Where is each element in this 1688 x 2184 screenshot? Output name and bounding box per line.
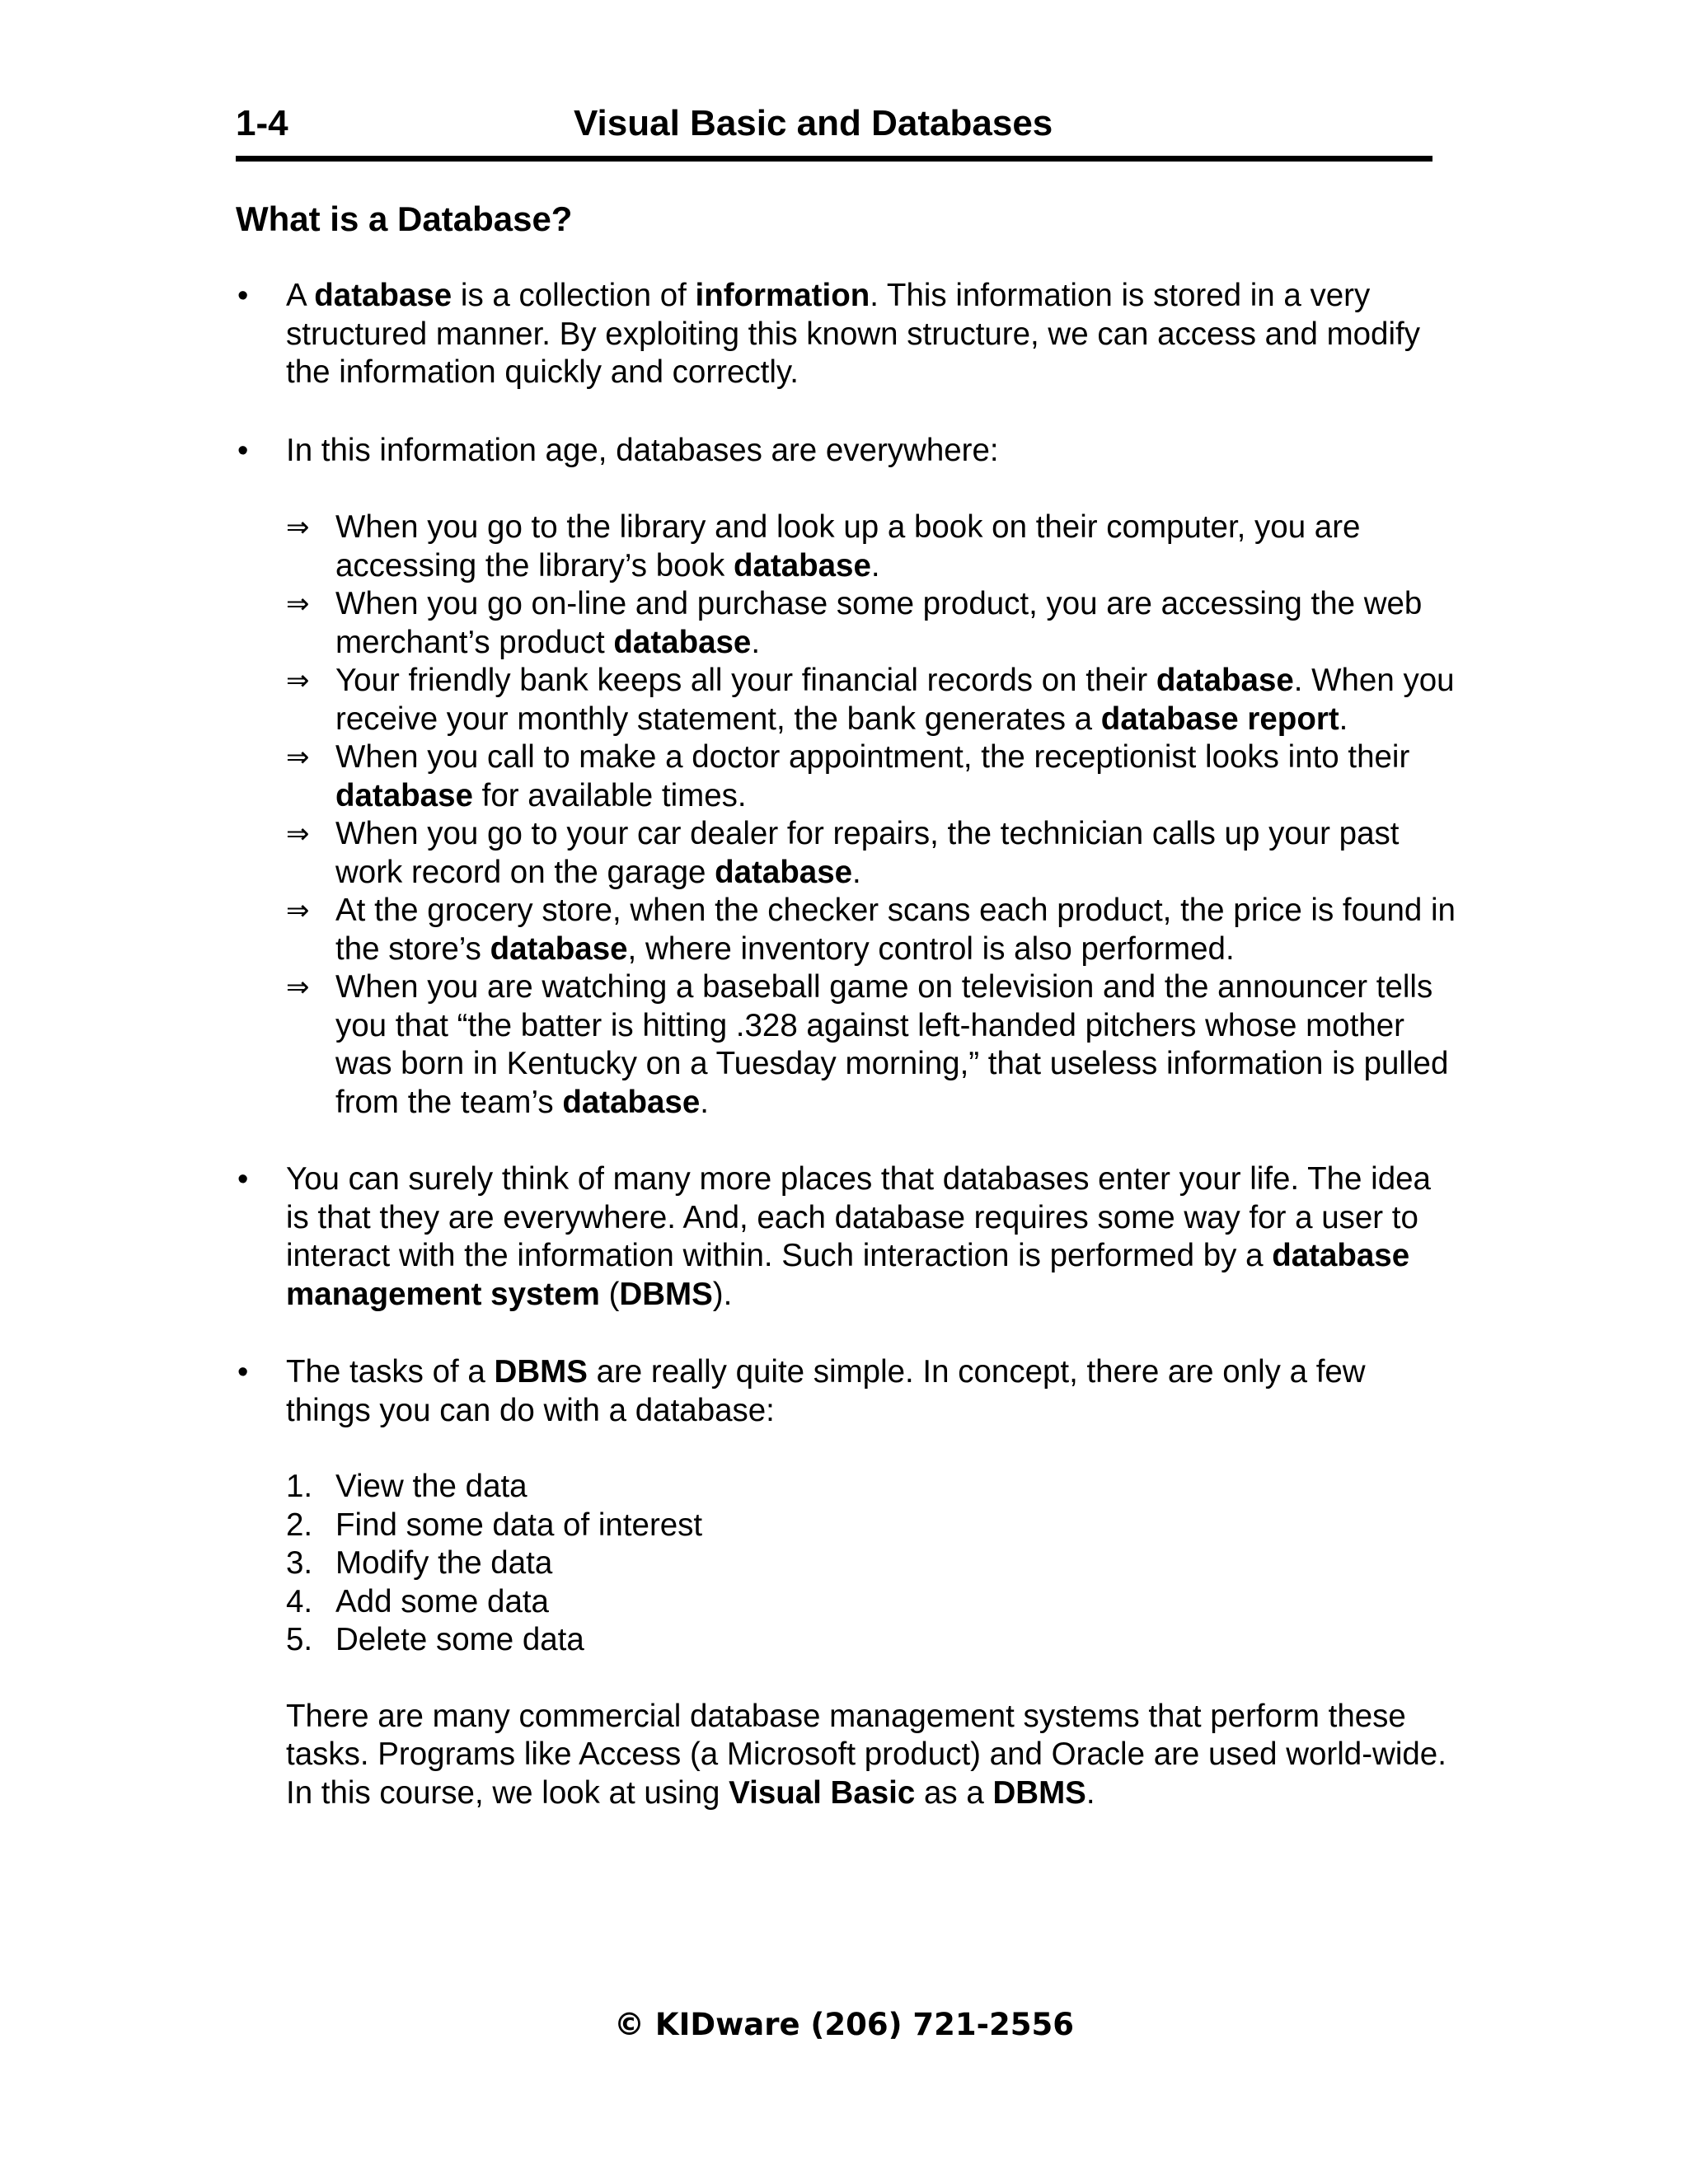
page-number: 1-4: [236, 103, 288, 143]
list-item: 2. Find some data of interest: [286, 1507, 1456, 1545]
bullet-dbms-tasks: • The tasks of a DBMS are really quite simple. In concept, there are only a few things you can do with a database:: [237, 1354, 1366, 1428]
list-item: 4. Add some data: [286, 1583, 1456, 1622]
term-information: information: [695, 278, 870, 313]
bullet-databases-everywhere: • In this information age, databases are everywhere:: [236, 432, 1456, 471]
section-title: What is a Database?: [236, 199, 573, 238]
implies-arrow-icon: ⇒: [286, 971, 310, 1004]
examples-list: [236, 509, 1456, 1122]
implies-arrow-icon: ⇒: [286, 588, 310, 621]
bullet-dot-icon: •: [237, 433, 249, 468]
chapter-title: Visual Basic and Databases: [574, 103, 1053, 143]
term-visual-basic: Visual Basic: [729, 1774, 916, 1811]
bullet-dot-icon: •: [237, 1355, 249, 1390]
page-footer: © KIDware (206) 721-2556: [614, 2007, 1074, 2042]
term-dbms-full: database management system: [286, 1238, 1410, 1312]
list-number: 1.: [286, 1469, 313, 1504]
list-item: ⇒ Your friendly bank keeps all your financial records on their database. When you receive your monthly statement, the bank generates a database report.: [286, 663, 1455, 737]
body-content: [236, 277, 1456, 1812]
list-number: 4.: [286, 1583, 313, 1619]
list-item: 3. Modify the data: [286, 1544, 1456, 1583]
list-item: ⇒ When you go on-line and purchase some product, you are accessing the web merchant’s product database.: [286, 586, 1423, 660]
implies-arrow-icon: ⇒: [286, 511, 310, 544]
page-header: [236, 97, 1432, 162]
list-number: 5.: [286, 1622, 313, 1657]
term-database: database: [314, 278, 452, 313]
bullet-database-definition: • A database is a collection of information. This information is stored in a very structured manner. By exploiting this known structure, we can access and modify the information quickly and correctly.: [237, 278, 1420, 390]
implies-arrow-icon: ⇒: [286, 818, 310, 851]
list-item: ⇒ When you go to your car dealer for repairs, the technician calls up your past work record on the garage database.: [286, 816, 1400, 890]
implies-arrow-icon: ⇒: [286, 894, 310, 927]
tasks-list: [236, 1468, 1456, 1660]
implies-arrow-icon: ⇒: [286, 741, 310, 774]
list-item: 1. View the data: [286, 1468, 1456, 1507]
list-item: ⇒ At the grocery store, when the checker scans each product, the price is found in the store’s database, where inventory control is also performed.: [286, 893, 1456, 967]
bullet-dot-icon: •: [237, 279, 249, 313]
list-item: 5. Delete some data: [286, 1621, 1456, 1660]
list-number: 2.: [286, 1507, 313, 1543]
bullet-dot-icon: •: [237, 1162, 249, 1197]
closing-paragraph: There are many commercial database management systems that perform these tasks. Programs like Access (a Microsoft product) and Oracle are used world-wide. In this course, we look at using Visual Basic as a DBMS.: [286, 1698, 1447, 1811]
bullet-dbms-intro: • You can surely think of many more places that databases enter your life. The idea is that they are everywhere. And, each database requires some way for a user to interact with the information within. Such interaction is performed by a database management system (DBMS).: [237, 1161, 1431, 1312]
implies-arrow-icon: ⇒: [286, 664, 310, 697]
term-dbms: DBMS: [619, 1276, 713, 1312]
list-item: ⇒ When you are watching a baseball game on television and the announcer tells you that “the batter is hitting .328 against left-handed pitchers whose mother was born in Kentucky on a Tuesday morning,” that useless information is pulled from the team’s database.: [286, 969, 1449, 1120]
list-item: ⇒ When you call to make a doctor appointment, the receptionist looks into their database for available times.: [286, 739, 1410, 813]
list-number: 3.: [286, 1545, 313, 1581]
list-item: ⇒ When you go to the library and look up a book on their computer, you are accessing the library’s book database.: [286, 509, 1361, 583]
